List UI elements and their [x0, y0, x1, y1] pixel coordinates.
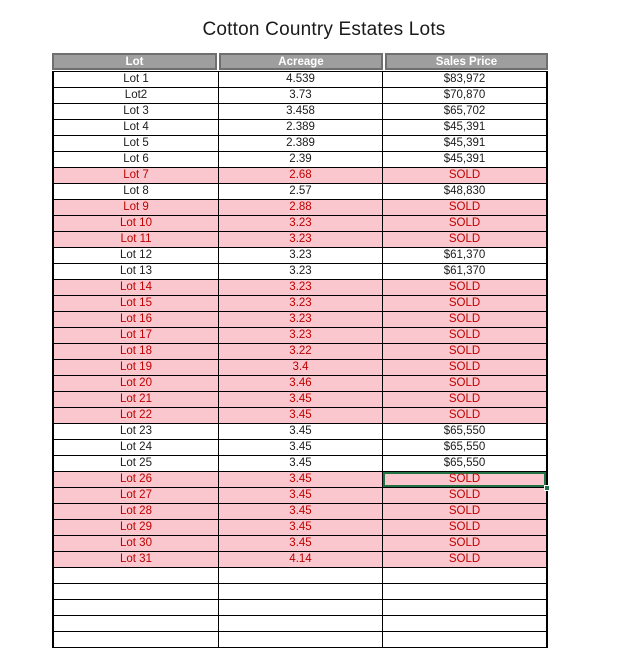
- cell-price[interactable]: SOLD: [448, 329, 481, 341]
- table-row: [54, 184, 546, 200]
- table-row: [54, 536, 546, 552]
- table-row: [54, 488, 546, 504]
- cell-price[interactable]: [383, 616, 546, 631]
- cell-acreage[interactable]: 2.39: [219, 152, 383, 167]
- cell-lot[interactable]: Lot 29: [54, 520, 219, 535]
- cell-acreage[interactable]: 3.45: [219, 472, 383, 487]
- table-row-empty: [54, 600, 546, 616]
- cell-acreage[interactable]: 3.45: [219, 536, 383, 551]
- table-row: [54, 168, 546, 184]
- cell-price[interactable]: $65,550: [443, 457, 486, 469]
- cell-acreage[interactable]: 3.23: [219, 264, 383, 279]
- cell-acreage[interactable]: 3.23: [219, 328, 383, 343]
- cell-lot[interactable]: Lot 12: [54, 248, 219, 263]
- cell-price[interactable]: $65,550: [443, 425, 486, 437]
- cell-lot[interactable]: Lot 31: [54, 552, 219, 567]
- cell-lot[interactable]: [54, 584, 219, 599]
- cell-lot[interactable]: Lot 18: [54, 344, 219, 359]
- cell-lot[interactable]: Lot 15: [54, 296, 219, 311]
- cell-lot[interactable]: Lot 22: [54, 408, 219, 423]
- cell-price[interactable]: $48,830: [443, 185, 486, 197]
- table-row-empty: [54, 568, 546, 584]
- cell-price[interactable]: SOLD: [448, 409, 481, 421]
- cell-lot[interactable]: Lot2: [54, 88, 219, 103]
- fill-handle[interactable]: [544, 485, 550, 491]
- cell-acreage[interactable]: 3.45: [219, 424, 383, 439]
- cell-lot[interactable]: Lot 10: [54, 216, 219, 231]
- cell-price[interactable]: SOLD: [448, 313, 481, 325]
- cell-lot[interactable]: Lot 13: [54, 264, 219, 279]
- cell-price[interactable]: $65,550: [443, 441, 486, 453]
- cell-acreage[interactable]: [219, 632, 383, 647]
- cell-lot[interactable]: [54, 600, 219, 615]
- cell-acreage[interactable]: 3.23: [219, 248, 383, 263]
- table-row: [54, 152, 546, 168]
- cell-lot[interactable]: Lot 14: [54, 280, 219, 295]
- cell-lot[interactable]: Lot 3: [54, 104, 219, 119]
- cell-lot[interactable]: Lot 21: [54, 392, 219, 407]
- cell-price[interactable]: SOLD: [448, 521, 481, 533]
- cell-price[interactable]: [383, 568, 546, 583]
- table-row: [54, 392, 546, 408]
- table-row-empty: [54, 584, 546, 600]
- table-row: [54, 264, 546, 280]
- table-row: [54, 280, 546, 296]
- cell-price[interactable]: [383, 584, 546, 599]
- cell-lot[interactable]: Lot 9: [54, 200, 219, 215]
- cell-lot[interactable]: [54, 568, 219, 583]
- cell-lot[interactable]: Lot 4: [54, 120, 219, 135]
- cell-price[interactable]: SOLD: [448, 361, 481, 373]
- cell-acreage[interactable]: 3.23: [219, 216, 383, 231]
- cell-price[interactable]: SOLD: [448, 505, 481, 517]
- cell-acreage[interactable]: 3.23: [219, 312, 383, 327]
- cell-acreage[interactable]: 2.57: [219, 184, 383, 199]
- table-row: [54, 104, 546, 120]
- cell-price[interactable]: SOLD: [448, 377, 481, 389]
- table-row: [54, 424, 546, 440]
- table-row-empty: [54, 632, 546, 648]
- cell-price[interactable]: $61,370: [443, 265, 486, 277]
- cell-lot[interactable]: Lot 1: [54, 72, 219, 87]
- cell-price[interactable]: SOLD: [448, 537, 481, 549]
- cell-price[interactable]: SOLD: [448, 281, 481, 293]
- cell-price[interactable]: SOLD: [448, 217, 481, 229]
- cell-lot[interactable]: Lot 5: [54, 136, 219, 151]
- cell-acreage[interactable]: 3.45: [219, 488, 383, 503]
- table-row: [54, 440, 546, 456]
- table-row: [54, 472, 546, 488]
- cell-price[interactable]: $45,391: [443, 153, 486, 165]
- cell-price[interactable]: SOLD: [448, 169, 481, 181]
- cell-acreage[interactable]: 3.45: [219, 504, 383, 519]
- table-row: [54, 136, 546, 152]
- column-header-acreage[interactable]: Acreage: [219, 53, 383, 70]
- cell-lot[interactable]: Lot 17: [54, 328, 219, 343]
- cell-price[interactable]: SOLD: [448, 297, 481, 309]
- cell-price[interactable]: $83,972: [443, 73, 486, 85]
- cell-price[interactable]: $45,391: [443, 121, 486, 133]
- table-row: [54, 248, 546, 264]
- sheet-title[interactable]: Cotton Country Estates Lots: [202, 19, 446, 40]
- column-header-lot[interactable]: Lot: [52, 53, 217, 70]
- table-row: [54, 312, 546, 328]
- cell-acreage[interactable]: 3.23: [219, 232, 383, 247]
- cell-acreage[interactable]: [219, 616, 383, 631]
- cell-lot[interactable]: Lot 25: [54, 456, 219, 471]
- cell-lot[interactable]: Lot 26: [54, 472, 219, 487]
- cell-price[interactable]: [383, 600, 546, 615]
- table-row: [54, 120, 546, 136]
- cell-acreage[interactable]: 3.45: [219, 408, 383, 423]
- cell-price[interactable]: SOLD: [448, 233, 481, 245]
- cell-price[interactable]: [383, 632, 546, 647]
- table-row: [54, 408, 546, 424]
- cell-acreage[interactable]: 3.45: [219, 392, 383, 407]
- table-header: [52, 53, 548, 70]
- cell-lot[interactable]: Lot 16: [54, 312, 219, 327]
- table-row: [54, 216, 546, 232]
- table-row: [54, 344, 546, 360]
- cell-acreage[interactable]: 3.73: [219, 88, 383, 103]
- cell-lot[interactable]: Lot 27: [54, 488, 219, 503]
- table-row: [54, 456, 546, 472]
- table-row-empty: [54, 616, 546, 632]
- cell-acreage[interactable]: [219, 600, 383, 615]
- cell-acreage[interactable]: 2.88: [219, 200, 383, 215]
- table-row: [54, 88, 546, 104]
- table-row: [54, 360, 546, 376]
- cell-price[interactable]: $65,702: [443, 105, 486, 117]
- cell-price[interactable]: $61,370: [443, 249, 486, 261]
- cell-acreage[interactable]: 3.458: [219, 104, 383, 119]
- cell-price[interactable]: SOLD: [448, 201, 481, 213]
- cell-lot[interactable]: Lot 6: [54, 152, 219, 167]
- cell-lot[interactable]: [54, 616, 219, 631]
- cell-lot[interactable]: Lot 20: [54, 376, 219, 391]
- cell-lot[interactable]: Lot 19: [54, 360, 219, 375]
- cell-lot[interactable]: [54, 632, 219, 647]
- cell-price[interactable]: SOLD: [448, 345, 481, 357]
- table-row: [54, 232, 546, 248]
- cell-acreage[interactable]: [219, 568, 383, 583]
- cell-lot[interactable]: Lot 11: [54, 232, 219, 247]
- cell-acreage[interactable]: 3.22: [219, 344, 383, 359]
- cell-acreage[interactable]: 2.389: [219, 136, 383, 151]
- table-row: [54, 328, 546, 344]
- cell-lot[interactable]: Lot 24: [54, 440, 219, 455]
- cell-acreage[interactable]: 3.45: [219, 456, 383, 471]
- table-row: [54, 376, 546, 392]
- cell-acreage[interactable]: 2.389: [219, 120, 383, 135]
- cell-acreage[interactable]: 3.45: [219, 520, 383, 535]
- cell-price-selected[interactable]: SOLD: [383, 472, 546, 487]
- cell-price[interactable]: SOLD: [448, 393, 481, 405]
- cell-lot[interactable]: Lot 8: [54, 184, 219, 199]
- cell-price[interactable]: $45,391: [443, 137, 486, 149]
- table-row: [54, 72, 546, 88]
- table-row: [54, 504, 546, 520]
- cell-acreage[interactable]: 2.68: [219, 168, 383, 183]
- column-header-sales-price[interactable]: Sales Price: [385, 53, 548, 70]
- cell-price[interactable]: $70,870: [443, 89, 486, 101]
- cell-acreage[interactable]: 3.23: [219, 280, 383, 295]
- cell-acreage[interactable]: 3.46: [219, 376, 383, 391]
- table-row: [54, 552, 546, 568]
- cell-lot[interactable]: Lot 7: [54, 168, 219, 183]
- table-body: [52, 71, 548, 648]
- cell-acreage[interactable]: 3.4: [219, 360, 383, 375]
- table-row: [54, 520, 546, 536]
- cell-lot[interactable]: Lot 30: [54, 536, 219, 551]
- cell-price[interactable]: SOLD: [448, 489, 481, 501]
- cell-acreage[interactable]: 3.45: [219, 440, 383, 455]
- cell-lot[interactable]: Lot 28: [54, 504, 219, 519]
- lots-table: [52, 53, 548, 648]
- cell-acreage[interactable]: 4.539: [219, 72, 383, 87]
- cell-acreage[interactable]: 4.14: [219, 552, 383, 567]
- cell-lot[interactable]: Lot 23: [54, 424, 219, 439]
- table-row: [54, 296, 546, 312]
- cell-price[interactable]: SOLD: [448, 553, 481, 565]
- cell-acreage[interactable]: 3.23: [219, 296, 383, 311]
- table-row: [54, 200, 546, 216]
- cell-acreage[interactable]: [219, 584, 383, 599]
